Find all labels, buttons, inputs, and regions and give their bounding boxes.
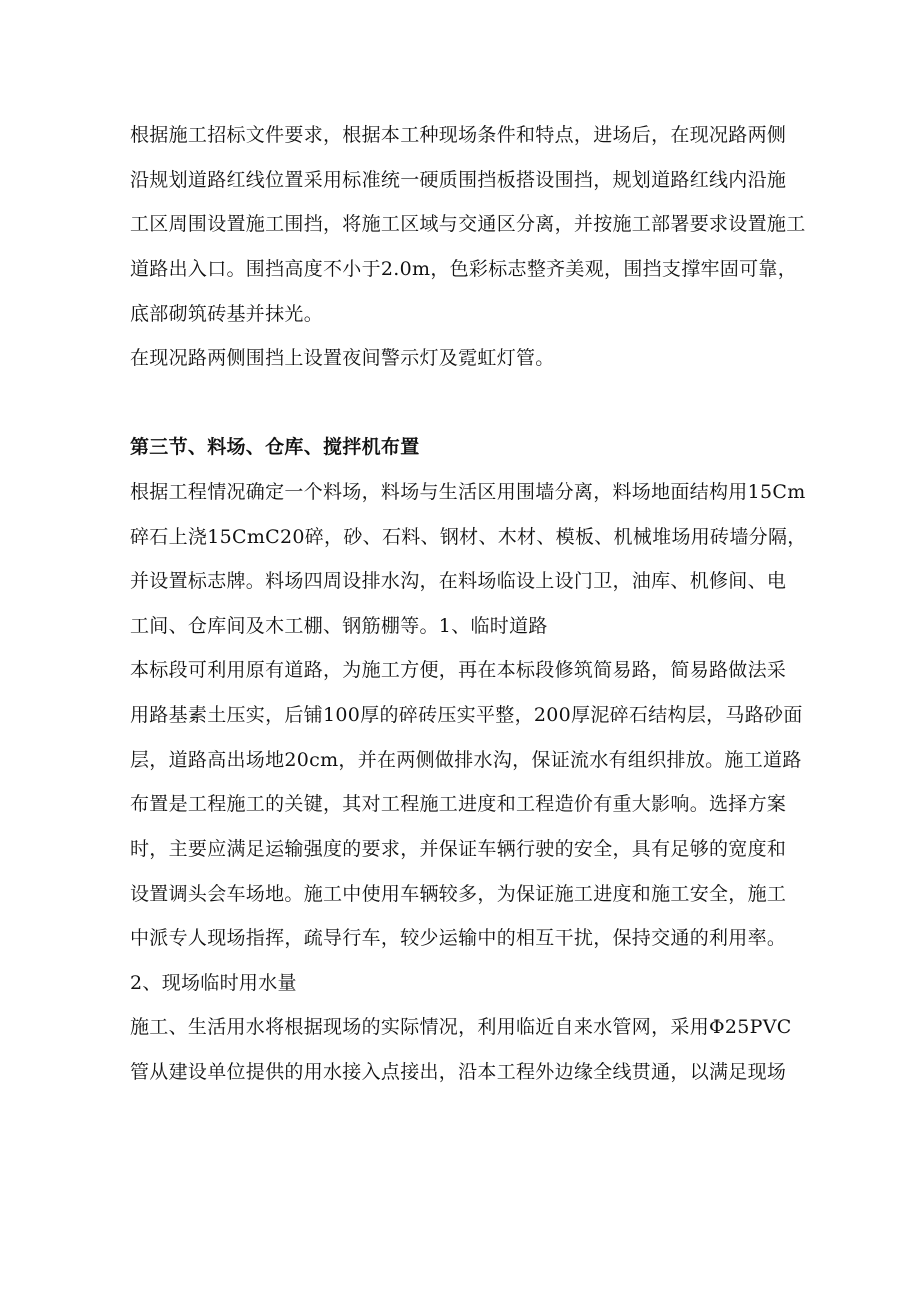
paragraph-line: 用路基素土压实，后铺100厚的碎砖压实平整，200厚泥碎石结构层，马路砂面	[130, 704, 803, 726]
paragraph-line: 工区周围设置施工围挡，将施工区域与交通区分离，并按施工部署要求设置施工	[130, 213, 806, 235]
paragraph-line: 底部砌筑砖基并抹光。	[130, 303, 324, 325]
paragraph-line: 施工、生活用水将根据现场的实际情况，利用临近自来水管网，采用Φ25PVC	[130, 1016, 792, 1038]
paragraph-line: 根据工程情况确定一个料场，料场与生活区用围墙分离，料场地面结构用15Cm	[130, 481, 806, 503]
paragraph-line: 并设置标志牌。料场四周设排水沟，在料场临设上设门卫，油库、机修间、电	[130, 570, 787, 592]
paragraph-line: 碎石上浇15CmC20碎，砂、石料、钢材、木材、模板、机械堆场用砖墙分隔，	[130, 526, 807, 548]
paragraph-line: 2、现场临时用水量	[130, 972, 297, 994]
paragraph-line: 在现况路两侧围挡上设置夜间警示灯及霓虹灯管。	[130, 347, 555, 369]
paragraph-line: 工间、仓库间及木工棚、钢筋棚等。1、临时道路	[130, 615, 548, 637]
paragraph-line: 沿规划道路红线位置采用标准统一硬质围挡板搭设围挡，规划道路红线内沿施	[130, 169, 787, 191]
paragraph-line: 层，道路高出场地20cm，并在两侧做排水沟，保证流水有组织排放。施工道路	[130, 749, 802, 771]
section-heading: 第三节、料场、仓库、搅拌机布置	[130, 436, 420, 458]
paragraph-line: 本标段可利用原有道路，为施工方便，再在本标段修筑简易路，简易路做法采	[130, 659, 787, 681]
paragraph-line: 布置是工程施工的关键，其对工程施工进度和工程造价有重大影响。选择方案	[130, 793, 787, 815]
paragraph-line: 时，主要应满足运输强度的要求，并保证车辆行驶的安全，具有足够的宽度和	[130, 838, 787, 860]
paragraph-line: 道路出入口。围挡高度不小于2.0m，色彩标志整齐美观，围挡支撑牢固可靠，	[130, 258, 798, 280]
paragraph-line: 根据施工招标文件要求，根据本工种现场条件和特点，进场后，在现况路两侧	[130, 124, 787, 146]
paragraph-line: 设置调头会车场地。施工中使用车辆较多，为保证施工进度和施工安全，施工	[130, 883, 787, 905]
paragraph-line: 管从建设单位提供的用水接入点接出，沿本工程外边缘全线贯通，以满足现场	[130, 1061, 787, 1083]
paragraph-line: 中派专人现场指挥，疏导行车，较少运输中的相互干扰，保持交通的利用率。	[130, 927, 787, 949]
